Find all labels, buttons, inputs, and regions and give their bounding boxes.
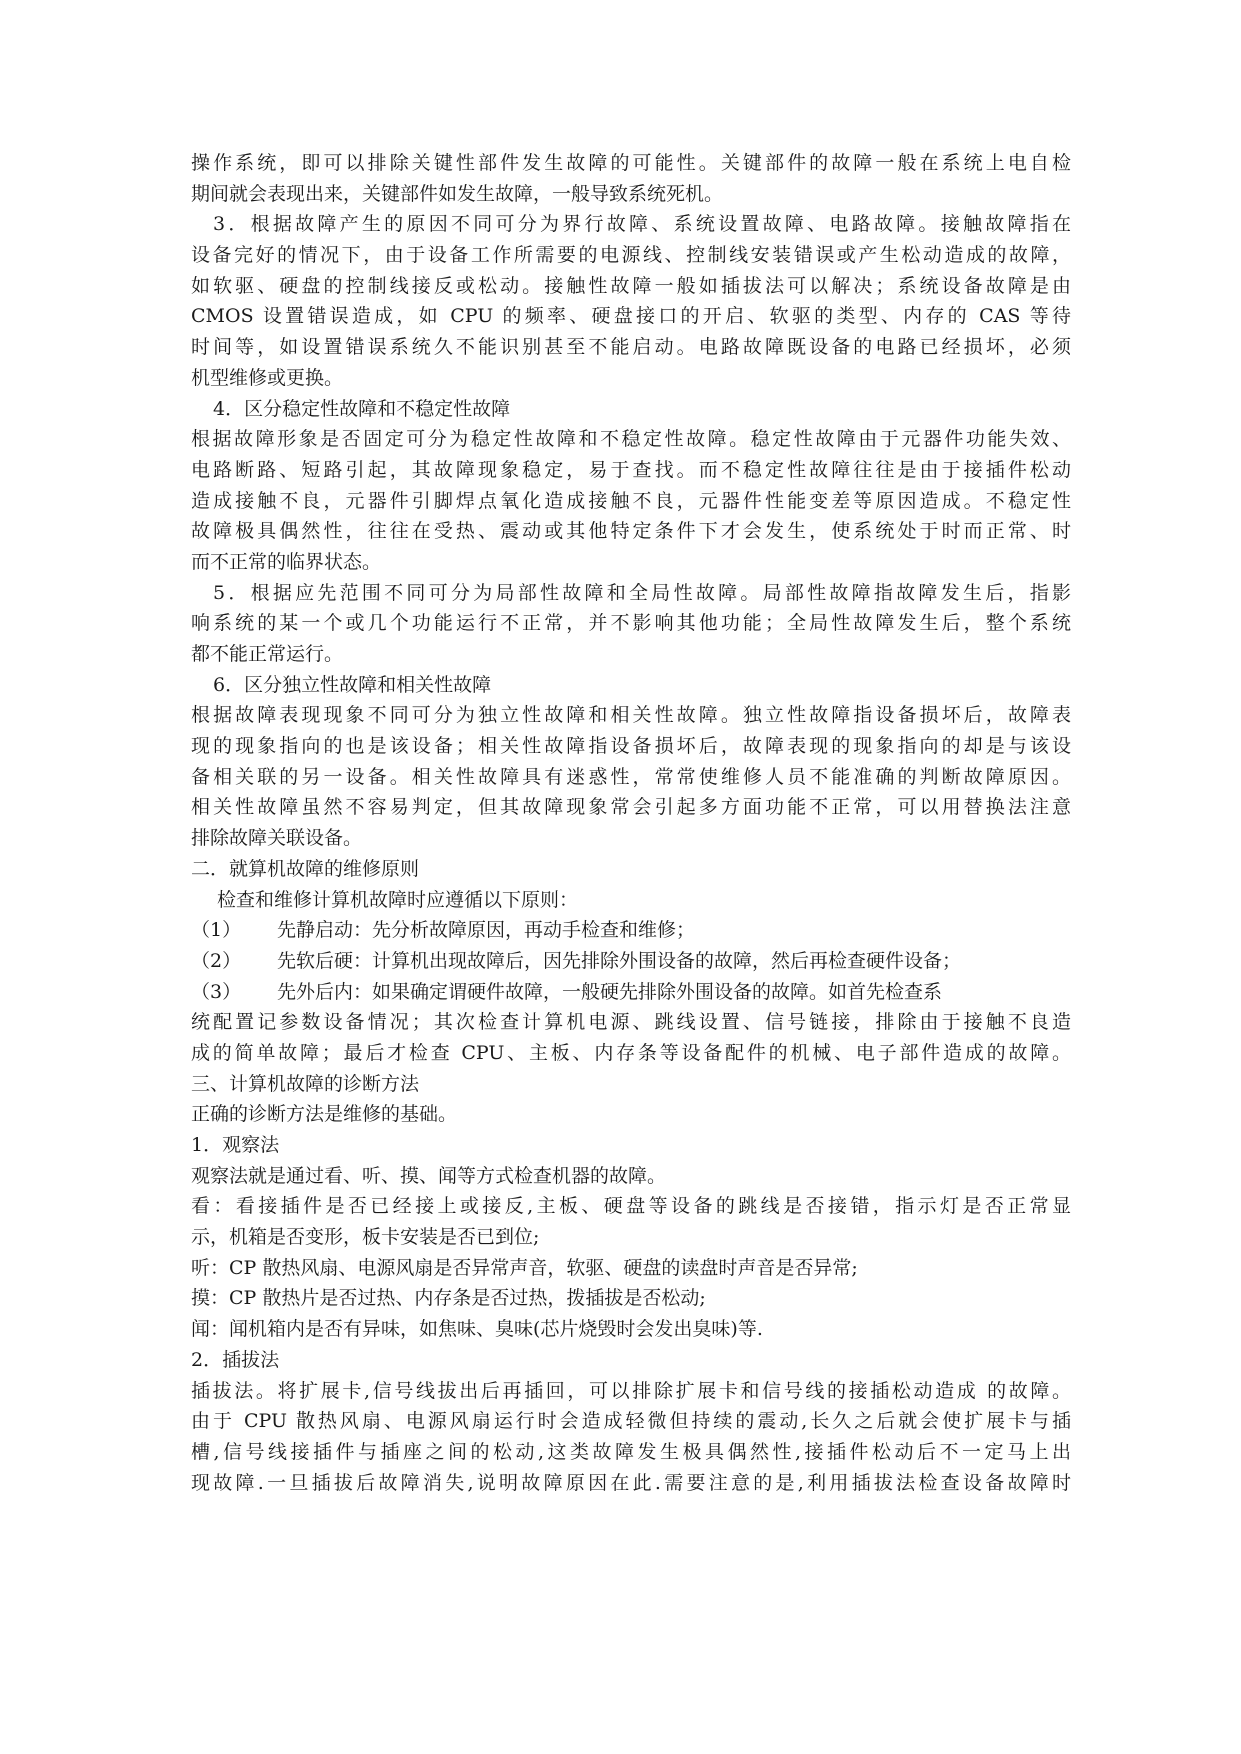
text-line: 电路断路、短路引起，其故障现象稳定，易于查找。而不稳定性故障往往是由于接插件松动 xyxy=(191,458,1071,481)
text-line: 时间等，如设置错误系统久不能识别甚至不能启动。电路故障既设备的电路已经损坏，必须 xyxy=(191,336,1071,359)
text-line: 正确的诊断方法是维修的基础。 xyxy=(191,1103,458,1126)
text-line: 如软驱、硬盘的控制线接反或松动。接触性故障一般如插拔法可以解决；系统设备故障是由 xyxy=(191,274,1071,297)
text-line: 都不能正常运行。 xyxy=(191,643,344,665)
text-line: 响系统的某一个或几个功能运行不正常，并不影响其他功能；全局性故障发生后，整个系统 xyxy=(191,612,1071,635)
text-line: 5．根据应先范围不同可分为局部性故障和全局性故障。局部性故障指故障发生后，指影 xyxy=(213,581,1071,604)
text-line: 期间就会表现出来，关键部件如发生故障，一般导致系统死机。 xyxy=(191,182,724,205)
document-page xyxy=(191,148,1071,1498)
text-line: 2．插拔法 xyxy=(191,1348,280,1371)
list-item-number: （3） xyxy=(191,980,242,1003)
text-line: 示，机箱是否变形，板卡安装是否已到位; xyxy=(191,1226,540,1249)
text-line: 现的现象指向的也是该设备；相关性故障指设备损坏后，故障表现的现象指向的却是与该设 xyxy=(191,735,1071,758)
text-line: 故障极具偶然性，往往在受热、震动或其他特定条件下才会发生，使系统处于时而正常、时 xyxy=(191,520,1071,543)
text-line: 闻：闻机箱内是否有异味，如焦味、臭味(芯片烧毁时会发出臭味)等. xyxy=(191,1318,763,1341)
text-line xyxy=(191,977,1071,1008)
text-line: 观察法就是通过看、听、摸、闻等方式检查机器的故障。 xyxy=(191,1164,667,1187)
text-line: 操作系统，即可以排除关键性部件发生故障的可能性。关键部件的故障一般在系统上电自检 xyxy=(191,152,1071,174)
text-line: 统配置记参数设备情况；其次检查计算机电源、跳线设置、信号链接，排除由于接触不良造 xyxy=(191,1011,1071,1034)
text-line: 摸：CP 散热片是否过热、内存条是否过热，拨插拔是否松动; xyxy=(191,1287,706,1310)
text-line: 设备完好的情况下，由于设备工作所需要的电源线、控制线安装错误或产生松动造成的故障， xyxy=(191,244,1071,267)
list-item-text: 先软后硬：计算机出现故障后，因先排除外围设备的故障，然后再检查硬件设备； xyxy=(277,949,962,972)
text-line: 1．观察法 xyxy=(191,1134,280,1156)
text-line: 检查和维修计算机故障时应遵循以下原则： xyxy=(217,888,579,911)
text-line: 看：看接插件是否已经接上或接反,主板、硬盘等设备的跳线是否接错，指示灯是否正常显 xyxy=(191,1195,1071,1218)
text-line xyxy=(191,915,1071,946)
list-item-text: 先外后内：如果确定谓硬件故障，一般硬先排除外围设备的故障。如首先检查系 xyxy=(277,980,943,1003)
text-line: 槽,信号线接插件与插座之间的松动,这类故障发生极具偶然性,接插件松动后不一定马上出 xyxy=(191,1440,1071,1463)
text-line: CMOS 设置错误造成，如 CPU 的频率、硬盘接口的开启、软驱的类型、内存的 CAS 等待 xyxy=(191,305,1071,328)
text-line: 机型维修或更换。 xyxy=(191,366,344,389)
text-line: 3．根据故障产生的原因不同可分为界行故障、系统设置故障、电路故障。接触故障指在 xyxy=(213,213,1071,236)
list-item-number: （2） xyxy=(191,949,242,972)
text-line: 根据故障表现现象不同可分为独立性故障和相关性故障。独立性故障指设备损坏后，故障表 xyxy=(191,704,1071,727)
text-line: 由于 CPU 散热风扇、电源风扇运行时会造成轻微但持续的震动,长久之后就会使扩展卡与插 xyxy=(191,1410,1071,1433)
text-line xyxy=(191,946,1071,977)
text-line: 插拔法。将扩展卡,信号线拔出后再插回，可以排除扩展卡和信号线的接插松动造成 的故障。 xyxy=(191,1379,1071,1402)
text-line: 造成接触不良，元器件引脚焊点氧化造成接触不良，元器件性能变差等原因造成。不稳定性 xyxy=(191,489,1071,512)
text-line: 现故障.一旦插拔后故障消失,说明故障原因在此.需要注意的是,利用插拔法检查设备故障时 xyxy=(191,1471,1071,1494)
list-item-text: 先静启动：先分析故障原因，再动手检查和维修； xyxy=(277,919,696,942)
text-line: 成的简单故障；最后才检查 CPU、主板、内存条等设备配件的机械、电子部件造成的故障。 xyxy=(191,1041,1071,1064)
text-line: 二．就算机故障的维修原则 xyxy=(191,857,420,880)
list-item-number: （1） xyxy=(191,919,242,942)
text-line: 相关性故障虽然不容易判定，但其故障现象常会引起多方面功能不正常，可以用替换法注意 xyxy=(191,796,1071,819)
text-line: 而不正常的临界状态。 xyxy=(191,550,382,573)
text-line: 三、计算机故障的诊断方法 xyxy=(191,1072,420,1095)
text-line: 6．区分独立性故障和相关性故障 xyxy=(213,673,492,696)
text-line: 排除故障关联设备。 xyxy=(191,827,363,850)
text-line: 听：CP 散热风扇、电源风扇是否异常声音，软驱、硬盘的读盘时声音是否异常; xyxy=(191,1256,858,1279)
text-line: 根据故障形象是否固定可分为稳定性故障和不稳定性故障。稳定性故障由于元器件功能失效、 xyxy=(191,428,1071,451)
text-line: 备相关联的另一设备。相关性故障具有迷惑性，常常使维修人员不能准确的判断故障原因。 xyxy=(191,765,1071,788)
text-line: 4．区分稳定性故障和不稳定性故障 xyxy=(213,397,511,420)
